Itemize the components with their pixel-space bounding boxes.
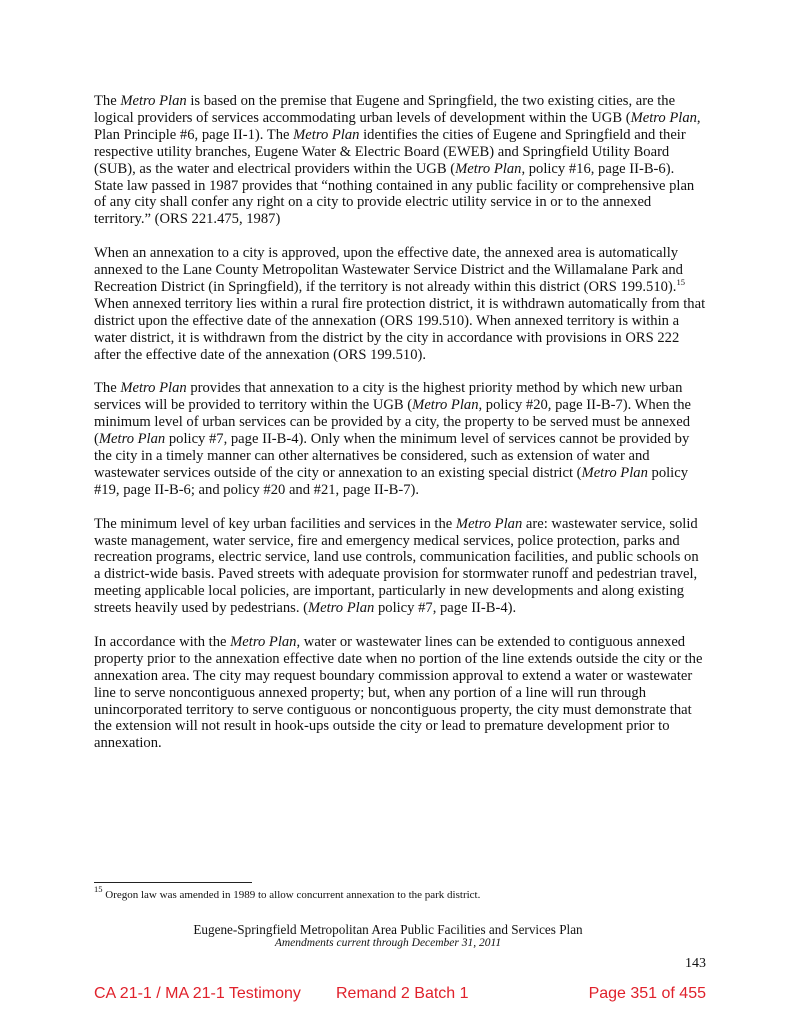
- footnote-marker: 15: [94, 884, 103, 894]
- text-segment: are: wastewater service, solid waste management, water service, fire and emergency medical services, police protection, parks and recreation programs, electric service, land use controls, communication facilities, and public schools on a district-wide basis. Paved streets with adequate provision for stormwater runoff and pedestrian travel, meeting applicable local policies, are important, particularly in new developments and along existing streets heavily used by pedestrians. (: [94, 515, 699, 617]
- italic-text: Metro Plan: [120, 93, 187, 109]
- italic-text: Metro Plan: [230, 633, 297, 650]
- page-number: 143: [685, 956, 706, 971]
- text-segment: , Plan Principle #6, page II-1). The: [94, 109, 701, 143]
- text-segment: When annexed territory lies within a rural fire protection district, it is withdrawn automatically from that district upon the effective date of the annexation (ORS 199.510). When annexed territory is within a water district, it is withdrawn from the district by the city in accordance with provisions in ORS 222 after the effective date of the annexation (ORS 199.510).: [94, 295, 706, 363]
- footer-subtitle: Amendments current through December 31, 2011: [274, 937, 502, 949]
- stamp-page-count: Page 351 of 455: [588, 985, 706, 1002]
- document-body: [94, 93, 706, 769]
- text-segment: The minimum level of key urban facilities and services in the: [94, 515, 456, 532]
- text-segment: When an annexation to a city is approved, upon the effective date, the annexed area is automatically annexed to the Lane County Metropolitan Wastewater Service District and the Willamalane Park and Recreation District (in Springfield), if the territory is not already within this district (ORS 199.510).: [94, 245, 683, 295]
- text-segment: In accordance with the: [94, 633, 231, 650]
- text-segment: provides that annexation to a city is the highest priority method by which new urban services will be provided to territory within the UGB (: [94, 380, 683, 414]
- italic-text: Metro Plan: [120, 380, 187, 397]
- text-segment: The: [94, 93, 121, 109]
- stamp-batch: Remand 2 Batch 1: [336, 985, 469, 1002]
- italic-text: Metro Plan: [307, 600, 375, 617]
- body-paragraph: [94, 516, 706, 617]
- footnote-divider: [94, 882, 252, 883]
- text-segment: is based on the premise that Eugene and Springfield, the two existing cities, are the logical providers of services accommodating urban levels of development within the UGB (: [94, 93, 676, 126]
- text-segment: , water or wastewater lines can be extended to contiguous annexed property prior to the annexation effective date when no portion of the line extends outside the city or the annexation area. The city may request boundary commission approval to extend a water or wastewater line to serve noncontiguous annexed property; but, when any portion of a line will run through unincorporated territory to serve contiguous or noncontiguous property, the city must demonstrate that the extension will not result in hook-ups outside the city or lead to premature development prior to annexation.: [94, 633, 703, 752]
- footnote-reference: 15: [676, 276, 685, 287]
- italic-text: Metro Plan,: [412, 397, 483, 414]
- footnote-text: Oregon law was amended in 1989 to allow concurrent annexation to the park district.: [105, 889, 481, 901]
- text-segment: policy #7, page II-B-4). Only when the minimum level of services cannot be provided by the city in a timely manner can other alternatives be considered, such as extension of water and wastewater services outside of the city or annexation to an existing special district (: [94, 431, 690, 481]
- body-paragraph: [94, 93, 706, 228]
- italic-text: Metro Plan: [581, 464, 648, 481]
- body-paragraph: [94, 245, 706, 363]
- footnote-15: [94, 884, 706, 902]
- text-segment: identifies the cities of Eugene and Springfield and their respective utility branches, Eugene Water & Electric Board (EWEB) and Springfield Utility Board (SUB), as the water and electrical providers within the UGB (: [94, 126, 686, 177]
- text-segment: The: [94, 380, 121, 397]
- italic-text: Metro Plan: [98, 431, 166, 448]
- text-segment: , policy #16, page II-B-6). State law passed in 1987 provides that “nothing contained in any public facility or comprehensive plan of any city shall confer any right on a city to provide electric utility service in or to the annexed territory.” (ORS 221.475, 1987): [94, 160, 695, 228]
- italic-text: Metro Plan: [455, 160, 522, 177]
- italic-text: Metro Plan: [293, 126, 360, 143]
- body-paragraph: [94, 634, 706, 752]
- body-paragraph: [94, 380, 706, 498]
- text-segment: policy #19, page II-B-6; and policy #20 and #21, page II-B-7).: [94, 464, 689, 498]
- italic-text: Metro Plan: [630, 109, 697, 126]
- stamp-testimony: CA 21-1 / MA 21-1 Testimony: [94, 985, 301, 1002]
- italic-text: Metro Plan: [455, 515, 523, 532]
- text-segment: policy #20, page II-B-7). When the minimum level of urban services can be provided by a city, the property to be served must be annexed (: [94, 397, 691, 448]
- text-segment: policy #7, page II-B-4).: [374, 600, 517, 617]
- footer-title: Eugene-Springfield Metropolitan Area Public Facilities and Services Plan: [193, 922, 583, 937]
